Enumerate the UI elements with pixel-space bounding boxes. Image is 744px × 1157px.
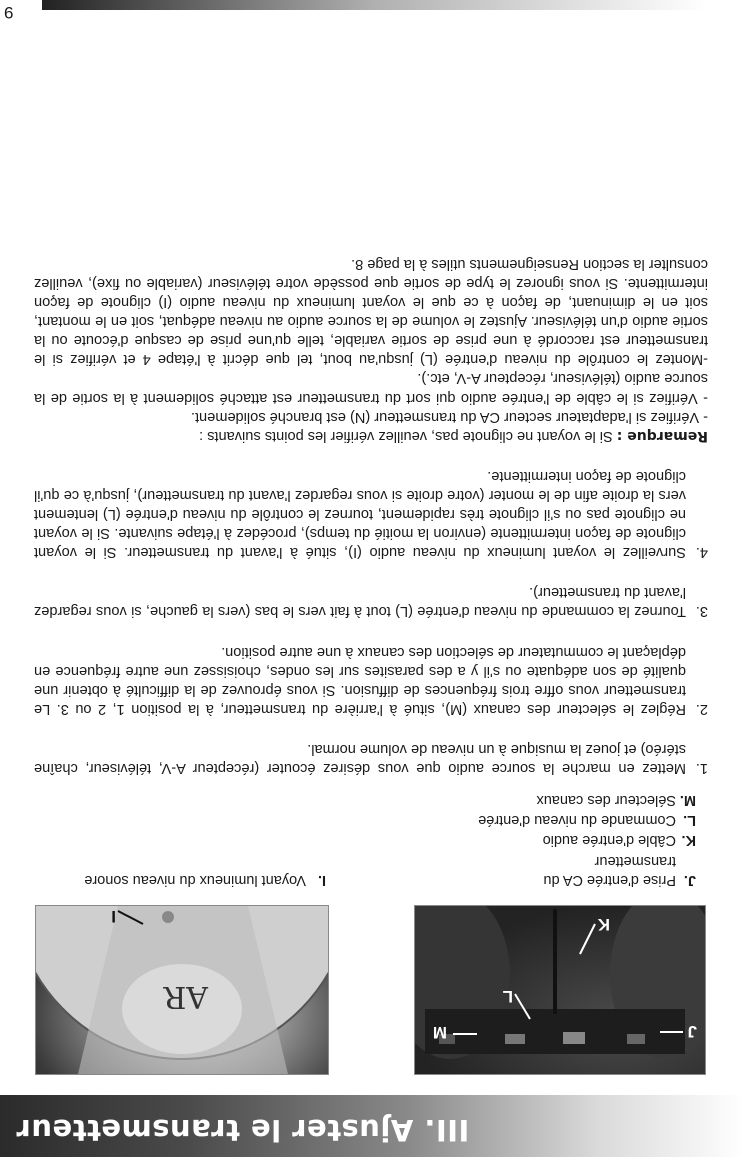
figure-legend — [0, 769, 744, 889]
note-intro: Si le voyant ne clignote pas, veuillez vérifier les points suivants : — [199, 427, 613, 444]
legend-item-l: L.Commande du niveau d'entrée — [478, 812, 696, 828]
transmitter-front-photo — [35, 905, 329, 1075]
callout-i: I — [111, 907, 116, 926]
step-text: Réglez le sélecteur des canaux (M), situé à l'arrière du transmetteur, à la position 1, 2 ou 3. Le transmetteur vous offre trois fréquences de diffusion. Si vous éprouvez de la difficulté à obtenir une qualité de son adéquate ou s'il y a des parasites sur les ondes, choisissez une autre fréquence en déplaçant le commutateur de sélection des canaux à une autre position. — [34, 643, 686, 717]
callout-m: M — [432, 1023, 447, 1042]
transmitter-rear-illustration — [415, 906, 705, 1074]
legend-item-j: J.Prise d'entrée CA du transmetteur — [543, 853, 696, 888]
transmitter-rear-photo — [414, 905, 706, 1075]
step-text: Mettez en marche la source audio que vous désirez écouter (récepteur A-V, téléviseur, chaîne stéréo) et jouez la musique à un niveau de volume normal. — [34, 740, 686, 776]
callout-j: J — [687, 1022, 697, 1041]
step-text: Tournez la commande du niveau d'entrée (L) tout à fait vers le bas (vers la gauche, si vous regardez l'avant du transmetteur). — [34, 584, 686, 620]
title-banner — [0, 1095, 744, 1157]
note-bullet: -Montez le contrôle du niveau d'entrée (L) jusqu'au bout, tel que décrit à l'étape 4 et vérifiez si le transmetteur est raccordé à une prise de sortie variable, telle qu'une prise de casque d'écoute ou la sortie audio d'un téléviseur. Ajustez le volume de la source audio au niveau adéquat, soit en le montant, soit en le diminuant, de façon à ce que le voyant lumineux du niveau audio (I) clignote de façon intermittente. Si vous ignorez le type de sortie que possède votre téléviseur (variable ou fixe), veuillez consulter la section Renseignements utiles à la page 8. — [34, 255, 708, 368]
legend-item-k: K.Câble d'entrée audio — [542, 832, 696, 848]
legend-item-i: I.Voyant lumineux du niveau sonore — [84, 872, 326, 888]
ar-logo: AR — [163, 979, 208, 1014]
step-1: 1. Mettez en marche la source audio que vous désirez écouter (récepteur A-V, téléviseur, chaîne stéréo) et jouez la musique à un niveau de volume normal. — [34, 739, 708, 777]
callout-k: K — [597, 915, 610, 934]
instructions-body — [34, 254, 708, 777]
step-2: 2. Réglez le sélecteur des canaux (M), situé à l'arrière du transmetteur, à la position 1, 2 ou 3. Le transmetteur vous offre trois fréquences de diffusion. Si vous éprouvez de la difficulté à obtenir une qualité de son adéquate ou s'il y a des parasites sur les ondes, choisissez une autre fréquence en déplaçant le commutateur de sélection des canaux à une autre position. — [34, 641, 708, 717]
step-3: 3. Tournez la commande du niveau d'entrée (L) tout à fait vers le bas (vers la gauche, si vous regardez l'avant du transmetteur). — [34, 582, 708, 620]
legend-item-m: M.Sélecteur des canaux — [536, 792, 696, 808]
page-number: 9 — [4, 3, 14, 22]
step-4: 4. Surveillez le voyant lumineux du niveau audio (I), situé à l'avant du transmetteur. Si le voyant clignote de façon intermittente (environ la moitié du temps), procédez à l'étape suivante. Si le voyant ne clignote pas ou s'il clignote très rapidement, tournez le contrôle du niveau d'entrée (L) lentement vers la droite afin de le monter (votre droite si vous regardez l'avant du transmetteur), jusqu'à ce qu'il clignote de façon intermittente. — [34, 466, 708, 561]
note-section — [34, 254, 708, 445]
note-bullet: - Vérifiez si le câble de l'entrée audio qui sort du transmetteur est attaché solidement à la sortie de la source audio (téléviseur, récepteur A-V, etc.). — [34, 370, 708, 406]
note-label: Remarque : — [616, 427, 708, 444]
footer-bar — [42, 0, 706, 10]
note-bullet: - Vérifiez si l'adaptateur secteur CA du transmetteur (N) est branché solidement. — [190, 408, 708, 425]
page-title: III. Ajuster le transmetteur — [16, 1113, 470, 1147]
step-text: Surveillez le voyant lumineux du niveau audio (I), situé à l'avant du transmetteur. Si le voyant clignote de façon intermittente (environ la moitié du temps), procédez à l'étape suivante. Si le voyant ne clignote pas ou s'il clignote très rapidement, tournez le contrôle du niveau d'entrée (L) lentement vers la droite afin de le monter (votre droite si vous regardez l'avant du transmetteur), jusqu'à ce qu'il clignote de façon intermittente. — [34, 467, 686, 561]
callout-l: L — [502, 987, 513, 1006]
